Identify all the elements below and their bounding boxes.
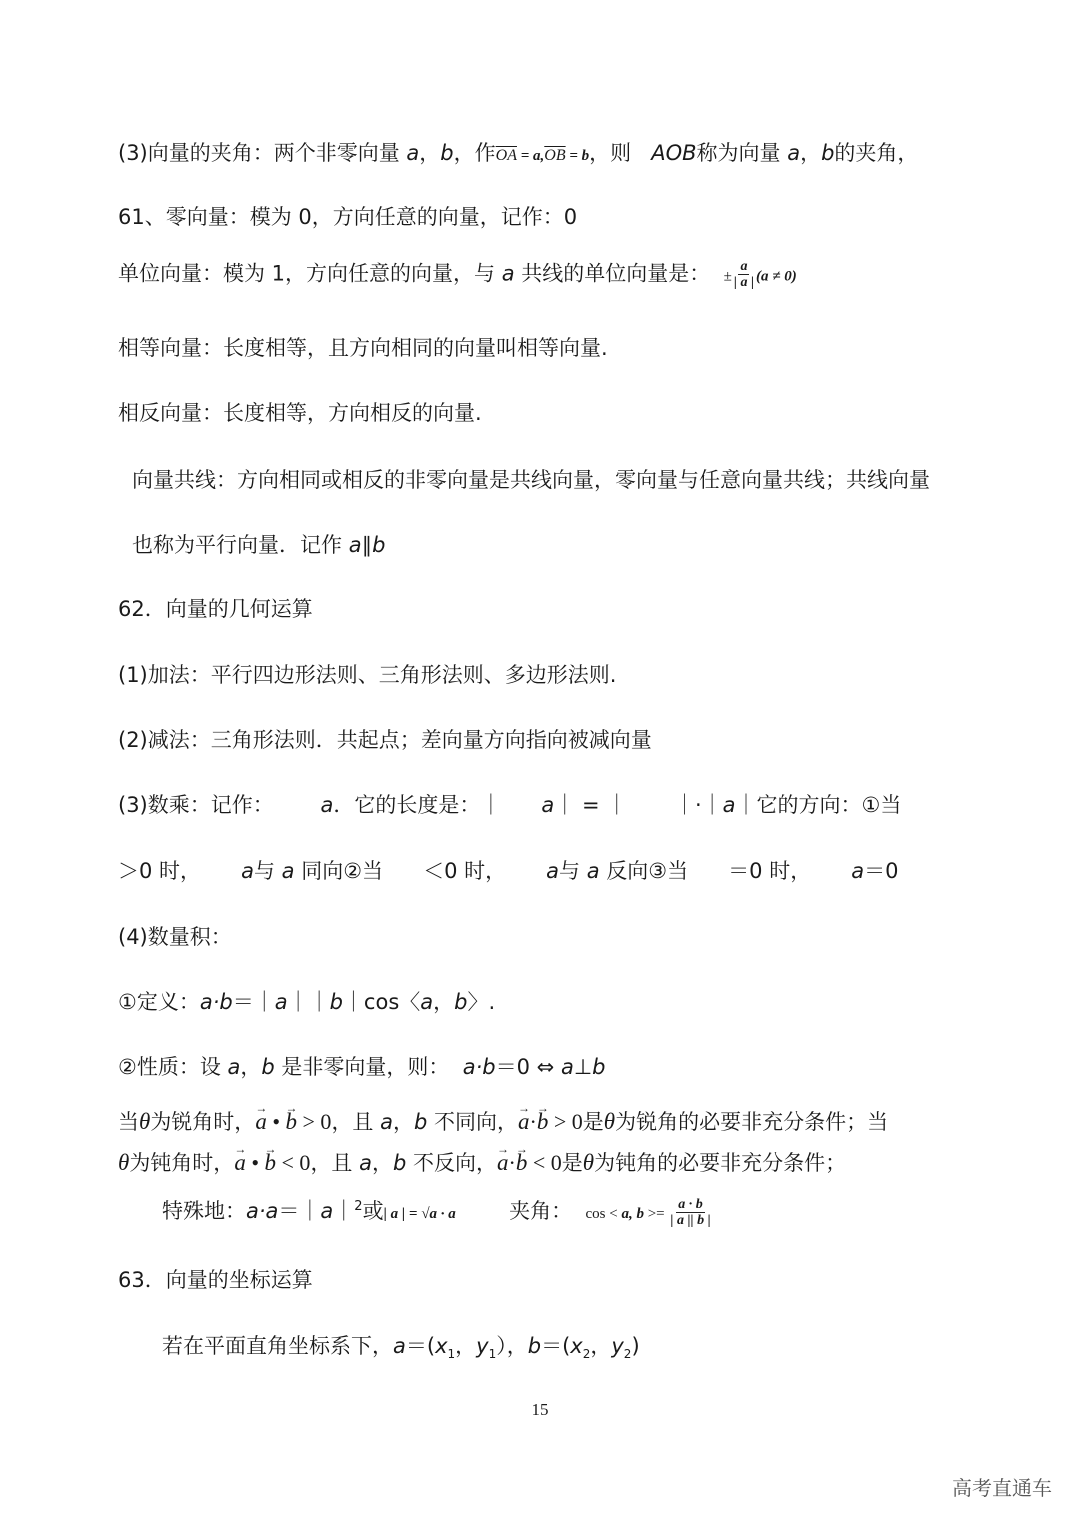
- math-text: → a: [518, 1108, 530, 1136]
- text-line: [118, 1266, 313, 1294]
- math-text: x: [435, 1334, 448, 1358]
- text: (1)加法：平行四边形法则、三角形法则、多边形法则.: [118, 663, 617, 687]
- text: 当: [118, 1110, 139, 1134]
- math-text: → a: [234, 1149, 246, 1177]
- text-line: [118, 923, 232, 951]
- math-text: a: [241, 859, 254, 883]
- text: 63．向量的坐标运算: [118, 1268, 313, 1292]
- text: ，: [590, 1334, 612, 1358]
- math-text: a: [541, 793, 555, 817]
- fraction: [734, 259, 754, 290]
- math-text: ·: [508, 1150, 516, 1175]
- math-text: < 0: [276, 1150, 311, 1175]
- text: ＝(: [541, 1334, 571, 1358]
- math-text: 2: [582, 1347, 591, 1362]
- text-line: [162, 1332, 640, 1360]
- text: ②性质：设: [118, 1055, 228, 1079]
- text-line: [118, 1108, 888, 1136]
- text-line: [118, 988, 495, 1016]
- text: 也称为平行向量．记作: [132, 533, 349, 557]
- math-text: b: [527, 1334, 542, 1358]
- text-line: [118, 595, 313, 623]
- text: 是: [561, 1151, 583, 1175]
- text: ，: [393, 1110, 414, 1134]
- math-text: b: [592, 1055, 606, 1079]
- text-line: [118, 334, 608, 362]
- text: 相反向量：长度相等，方向相反的向量.: [118, 401, 482, 425]
- text: 不同向，: [427, 1110, 519, 1134]
- math-text: a: [320, 1199, 334, 1223]
- math-text: y: [476, 1334, 489, 1358]
- math-text: a: [420, 990, 434, 1014]
- math-text: > 0: [548, 1109, 583, 1134]
- text: 与: [253, 859, 282, 883]
- math-text: a: [501, 261, 515, 286]
- text: (3)数乘：记作：: [118, 793, 321, 817]
- text: ①定义：: [118, 990, 200, 1014]
- math-text: θ: [603, 1109, 616, 1134]
- text-line: [118, 726, 652, 754]
- math-text: → b: [516, 1149, 528, 1177]
- text: 与: [559, 859, 587, 883]
- text: 单位向量：模为 1，方向任意的向量，与: [118, 261, 502, 286]
- text: ＝(: [405, 1334, 436, 1358]
- math-text: → b: [286, 1108, 298, 1136]
- text: (3)向量的夹角：两个非零向量: [118, 141, 407, 165]
- math-text: = b: [565, 148, 590, 164]
- text: 是: [582, 1110, 604, 1134]
- text: 或: [362, 1199, 384, 1223]
- text: ): [631, 1334, 640, 1358]
- math-text: b: [454, 990, 468, 1014]
- text: 同向②当 ＜0 时，: [294, 859, 547, 883]
- math-text: a·b: [199, 990, 233, 1014]
- math-text: cos <: [585, 1206, 622, 1222]
- math-text: 1: [447, 1347, 456, 1362]
- math-text: > 0: [297, 1109, 332, 1134]
- math-text: $\overline{OA}$: [495, 147, 517, 164]
- math-text: θ: [139, 1109, 151, 1134]
- math-text: 1: [488, 1347, 497, 1362]
- math-text: a: [560, 1055, 574, 1079]
- math-text: → b: [537, 1108, 549, 1136]
- math-text: b: [440, 141, 454, 165]
- text: 不反向，: [406, 1151, 498, 1175]
- math-text: θ: [118, 1150, 130, 1175]
- math-text: >=: [643, 1206, 669, 1222]
- text: 若在平面直角坐标系下，: [162, 1334, 393, 1358]
- math-text: $\overline{OB}$: [544, 147, 566, 164]
- text: ｜｜: [287, 990, 330, 1014]
- text-line: [118, 791, 901, 819]
- text: ＝0 ⇔: [495, 1055, 561, 1079]
- text: (4)数量积：: [118, 925, 232, 949]
- denominator: | a |: [733, 275, 755, 290]
- numerator: a: [740, 259, 748, 274]
- text: 夹角：: [455, 1199, 586, 1223]
- math-text: a: [787, 141, 801, 165]
- text: 称为向量: [696, 141, 788, 165]
- text: ，: [800, 141, 822, 165]
- math-text: a: [380, 1110, 393, 1134]
- text: ｜cos〈: [342, 990, 421, 1014]
- math-text: a: [586, 859, 600, 883]
- math-text: a: [359, 1151, 372, 1175]
- text: ｜ = ｜ ｜·｜: [554, 793, 723, 817]
- math-text: y: [611, 1334, 624, 1358]
- numerator: a · b: [678, 1196, 703, 1212]
- math-text: a: [393, 1334, 406, 1358]
- text: ＝｜: [278, 1199, 321, 1223]
- text-line: [118, 1053, 605, 1081]
- text-line: [118, 1149, 846, 1177]
- text: ，则: [589, 141, 652, 165]
- math-text: a: [546, 859, 560, 883]
- text: 共线的单位向量是：: [514, 261, 724, 286]
- text: ，: [455, 1334, 477, 1358]
- math-text: •: [266, 1109, 286, 1134]
- math-text: a: [348, 533, 362, 557]
- text: ＝0: [864, 859, 899, 883]
- math-text: a: [281, 859, 295, 883]
- text: ．它的长度是：｜: [333, 793, 542, 817]
- text: 为钝角的必要非充分条件；: [594, 1151, 847, 1175]
- text: ，: [240, 1055, 262, 1079]
- text: ＞0 时，: [118, 859, 242, 883]
- math-text: b: [821, 141, 835, 165]
- text-line: [118, 203, 577, 231]
- text: 特殊地：: [162, 1199, 246, 1223]
- text: ），: [496, 1334, 528, 1358]
- fraction: [670, 1197, 710, 1228]
- text: 反向③当 ＝0 时，: [599, 859, 852, 883]
- text-line: [162, 1193, 713, 1228]
- text: (2)减法：三角形法则．共起点；差向量方向指向被减向量: [118, 728, 652, 752]
- text: ，且: [331, 1110, 381, 1134]
- math-text: a: [227, 1055, 241, 1079]
- text: ｜它的方向：①当: [735, 793, 902, 817]
- math-text: b: [329, 990, 343, 1014]
- math-text: b: [372, 533, 386, 557]
- math-text: | a | = √a · a: [383, 1206, 456, 1222]
- math-text: a, b: [621, 1206, 644, 1222]
- text: 62．向量的几何运算: [118, 597, 313, 621]
- text: 向量共线：方向相同或相反的非零向量是共线向量，零向量与任意向量共线；共线向量: [132, 468, 930, 492]
- text: 为锐角的必要非充分条件；当: [615, 1110, 889, 1134]
- page-number: 15: [531, 1400, 549, 1419]
- text: 〉.: [467, 990, 496, 1014]
- math-text: a: [722, 793, 736, 817]
- watermark: 高考直通车: [952, 1476, 1052, 1500]
- math-text: b: [261, 1055, 275, 1079]
- text: 是非零向量，则：: [274, 1055, 463, 1079]
- math-text: x: [570, 1334, 583, 1358]
- text: ，: [433, 990, 455, 1014]
- math-text: (a ≠ 0): [756, 268, 797, 285]
- denominator: | a || b |: [670, 1212, 711, 1228]
- text: 为锐角时，: [150, 1110, 256, 1134]
- text-line: [132, 466, 930, 494]
- math-text: → a: [255, 1108, 267, 1136]
- text: ∥: [361, 533, 373, 557]
- text: ，: [419, 141, 441, 165]
- text: ｜: [333, 1199, 355, 1223]
- math-text: a: [320, 793, 334, 817]
- text-line: [118, 259, 797, 290]
- math-text: a: [851, 859, 865, 883]
- text-line: [132, 531, 385, 559]
- text: ，且: [310, 1151, 360, 1175]
- math-text: a: [274, 990, 288, 1014]
- math-text: 2: [623, 1347, 632, 1362]
- text: 的夹角，: [834, 141, 919, 165]
- math-text: → b: [265, 1149, 277, 1177]
- math-text: → a: [497, 1149, 509, 1177]
- text: ，作: [453, 141, 496, 165]
- math-text: 2: [354, 1199, 363, 1214]
- math-text: < 0: [527, 1150, 562, 1175]
- text: ⊥: [573, 1055, 593, 1079]
- math-text: θ: [582, 1150, 595, 1175]
- math-text: = a,: [516, 148, 545, 164]
- text: ＝｜: [232, 990, 275, 1014]
- text-line: [118, 661, 616, 689]
- text-line: [118, 857, 899, 885]
- math-text: b: [393, 1151, 407, 1175]
- math-text: ±: [723, 268, 732, 285]
- text: 61、零向量：模为 0，方向任意的向量，记作：0: [118, 205, 578, 229]
- text: 为钝角时，: [129, 1151, 235, 1175]
- math-text: a·b: [462, 1055, 496, 1079]
- text-line: [118, 399, 482, 427]
- text: 相等向量：长度相等，且方向相同的向量叫相等向量.: [118, 336, 608, 360]
- math-text: a·a: [246, 1199, 279, 1223]
- math-text: ·: [529, 1109, 537, 1134]
- text-line: [118, 139, 918, 167]
- math-text: b: [414, 1110, 428, 1134]
- math-text: •: [245, 1150, 265, 1175]
- text: ，: [372, 1151, 393, 1175]
- math-text: a: [406, 141, 420, 165]
- math-text: AOB: [651, 141, 697, 165]
